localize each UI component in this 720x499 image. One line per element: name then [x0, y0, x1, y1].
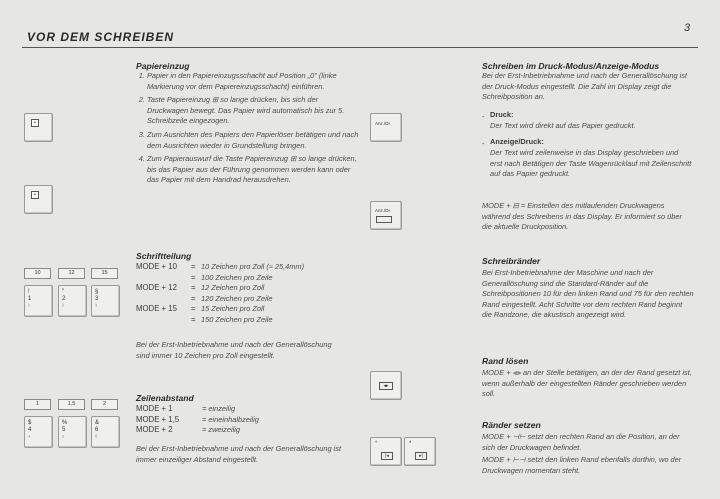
papiereinzug-step: 2. Taste Papiereinzug ⊞ so lange drücken, bis sich der Druckwagen bewegt. Das Papier wird automatisch bis zur 5. Schreibzeile eingezogen. [147, 95, 359, 127]
druck-option-title: Druck: [490, 110, 514, 119]
margin-release-key [370, 371, 402, 400]
margin-release-icon: ◂▸ [379, 382, 393, 390]
schreibraender-heading: Schreibränder [482, 256, 541, 266]
zeilenabstand-note: Bei der Erst-Inbetriebnahme und nach der Generallöschung ist immer einzeiliger Abstand eingestellt. [136, 444, 342, 464]
paper-feed-icon: + [31, 119, 39, 127]
papiereinzug-step: 4. Zum Papierauswurf die Taste Papiereinzug ⊞ so lange drücken, bis das Papier aus der Führung genommen werden kann oder das Papier mit dem Handrad herausdrehen. [147, 154, 359, 186]
schriftteilung-heading: Schriftteilung [136, 251, 192, 261]
spacing-label-15: 1,5 [58, 399, 85, 410]
left-margin-icon: ▸| [415, 452, 427, 460]
right-margin-icon: |◂ [381, 452, 393, 460]
anz-dr-key-mode: Anz./Dr. [370, 201, 402, 230]
anzeige-option-text: Der Text wird zeilenweise in das Display geschrieben und erst nach Betätigen der Taste Wagenrücklauf mit Zeilenschritt auf das Papier gedruckt. [490, 148, 692, 179]
pitch-label-15: 15 [91, 268, 118, 279]
druckmodus-mode-text: MODE + ⊟ = Einstellen des mitlaufenden Druckwagens während des Schreibens in das Display. Er informiert so über die aktuelle Druckposition. [482, 201, 682, 232]
druck-option-text: Der Text wird direkt auf das Papier gedruckt. [490, 121, 636, 130]
pitch-row: MODE + 10 = 10 Zeichen pro Zoll (≈ 25,4mm) [136, 262, 305, 271]
key-5: % 5 ⁵ [58, 416, 87, 448]
key-4: $ 4 ⁴ [24, 416, 53, 448]
zeilenabstand-table [136, 404, 356, 436]
schreibraender-text: Bei Erst-Inbetriebnahme der Maschine und nach der Generallöschung sind die Standard-Ränder auf die Schreibpositionen 10 für den linken Rand und 75 für den rechten Rand eingestellt. Acht Schritte vor dem rechten Rand beginnt die Randzone, die akustisch angezeigt wird. [482, 268, 694, 320]
right-margin-key: ° |◂ [370, 437, 402, 466]
pitch-row: MODE + 12 = 12 Zeichen pro Zoll [136, 283, 265, 293]
pitch-label-10: 10 [24, 268, 51, 279]
anz-dr-key: Anz./Dr. [370, 113, 402, 142]
key-6: & 6 ⁶ [91, 416, 120, 448]
spacing-label-2: 2 [91, 399, 118, 410]
spacing-row: MODE + 1,5 = eineinhalbzeilig [136, 414, 259, 424]
papiereinzug-steps [136, 71, 359, 189]
spacing-row: MODE + 2 = zweizeilig [136, 425, 240, 435]
papiereinzug-step: 1. Papier in den Papiereinzugsschacht auf Position „0" (linke Markierung vor dem Papiereinzugsschacht) einführen. [147, 71, 359, 92]
paper-feed-key [24, 113, 53, 142]
pitch-label-12: 12 [58, 268, 85, 279]
spacing-label-1: 1 [24, 399, 51, 410]
page-number: 3 [684, 22, 691, 34]
manual-page: VOR DEM SCHREIBEN 3 + + Papiereinzug 1. Papier in den Papiereinzugsschacht auf Position „0" (linke Markierung vor dem Papiereinzugsschacht) einführen. 2. Taste Papiereinzug ⊞ so lange drücken, bis sich der Druckwagen bewegt. Das Papier wird automatisch bis zur 5. Schreibzeile eingezogen. 3. Zum Ausrichten des Papiers den Papierlöser betätigen und nach dem Ausrichten wieder in Grundstellung bringen. 4. Zum Papierauswurf die Taste Papiereinzug ⊞ so lange drücken, bis das Papier aus der Führung genommen werden kann oder das Papier mit dem Handrad herausdrehen. 10 12 15 ! 1 ¹ " 2 ² § 3 ³ Schriftteilung MODE + 10 = 10 Zeichen pro Zoll (≈ 25,4mm) = 100 Zeichen pro Zeile MODE + 12 = 12 Zeichen pro Zoll = 120 Zeichen pro Zeile MODE + 15 = 15 Zeichen pro Zoll = 150 Zeichen pro Zeile Bei der Erst-Inbetriebnahme und nach der Generallöschung sind immer 10 Zeichen pro Zoll eingestellt. 1 1,5 2 $ 4 ⁴ % 5 ⁵ & 6 ⁶ Zeilenabstand MODE + 1 = einzeilig MODE + 1,5 = eineinhalbzeilig MODE + 2 = zweizeilig Bei der Erst-Inbetriebnahme und nach der Generallöschung ist immer einzeiliger Abstand eingestellt. Anz./Dr. Anz./Dr. Schreiben im Druck-Modus/Anzeige-Modus Bei der Erst-Inbetriebnahme und nach der Generallöschung ist der Druck-Modus eingestellt. Die Zahl im Display zeigt die Schreibposition an. - Druck: Der Text wird direkt auf das Papier gedruckt. - Anzeige/Druck: Der Text wird zeilenweise in das Display geschrieben und erst nach Betätigen der Taste Wagenrücklauf mit Zeilenschritt auf das Papier gedruckt. MODE + ⊟ = Einstellen des mitlaufenden Druckwagens während des Schreibens in das Display. Er informiert so über die aktuelle Druckposition. Schreibränder Bei Erst-Inbetriebnahme der Maschine und nach der Generallöschung sind die Standard-Ränder auf die Schreibpositionen 10 für den linken Rand und 75 für den rechten Rand eingestellt. Acht Schritte vor dem rechten Rand beginnt die Randzone, die akustisch angezeigt wird. ◂▸ Rand lösen MODE + ⫷⫸ an der Stelle betätigen, an der der Rand gesetzt ist, wenn außerhalb der eingestellten Ränder geschrieben werden soll. ° |◂ * ▸| Ränder setzen MODE + ⊣⊢ setzt den rechten Rand an die Position, an der sich der Druckwagen befindet. MODE + ⊢⊣ setzt den linken Rand ebenfalls dorthin, wo der Druckwagen momentan steht. [0, 0, 720, 499]
papiereinzug-step: 3. Zum Ausrichten des Papiers den Papierlöser betätigen und nach dem Ausrichten wieder in Grundstellung bringen. [147, 130, 359, 151]
raender-setzen-text1: MODE + ⊣⊢ setzt den rechten Rand an die Position, an der sich der Druckwagen befindet. [482, 432, 680, 452]
pitch-row: = 100 Zeichen pro Zeile [191, 272, 273, 282]
pitch-row: = 150 Zeichen pro Zeile [191, 314, 273, 324]
raender-setzen-heading: Ränder setzen [482, 420, 541, 430]
druckmodus-intro: Bei der Erst-Inbetriebnahme und nach der Generallöschung ist der Druck-Modus eingestellt. Die Zahl im Display zeigt die Schreibposition an. [482, 71, 688, 102]
schriftteilung-note: Bei der Erst-Inbetriebnahme und nach der Generallöschung sind immer 10 Zeichen pro Zoll eingestellt. [136, 340, 332, 360]
anzeige-option-title: Anzeige/Druck: [490, 137, 544, 146]
key-2: " 2 ² [58, 285, 87, 317]
page-header-title: VOR DEM SCHREIBEN [27, 30, 175, 44]
paper-feed-key-eject [24, 185, 53, 214]
rand-loesen-heading: Rand lösen [482, 356, 529, 366]
carriage-icon [376, 216, 392, 223]
rand-loesen-text: MODE + ⫷⫸ an der Stelle betätigen, an der der Rand gesetzt ist, wenn außerhalb der eingestellten Ränder geschrieben werden soll. [482, 368, 692, 399]
paper-feed-icon: + [31, 191, 39, 199]
pitch-row: = 120 Zeichen pro Zeile [191, 293, 273, 303]
key-3: § 3 ³ [91, 285, 120, 317]
header-rule [22, 47, 698, 48]
schriftteilung-table [136, 262, 356, 326]
raender-setzen-text2: MODE + ⊢⊣ setzt den linken Rand ebenfalls dorthin, wo der Druckwagen momentan steht. [482, 455, 682, 475]
papiereinzug-heading: Papiereinzug [136, 61, 190, 71]
key-1: ! 1 ¹ [24, 285, 53, 317]
druckmodus-heading: Schreiben im Druck-Modus/Anzeige-Modus [482, 61, 660, 71]
zeilenabstand-heading: Zeilenabstand [136, 393, 194, 403]
pitch-row: MODE + 15 = 15 Zeichen pro Zoll [136, 304, 265, 314]
left-margin-key: * ▸| [404, 437, 436, 466]
spacing-row: MODE + 1 = einzeilig [136, 404, 236, 413]
